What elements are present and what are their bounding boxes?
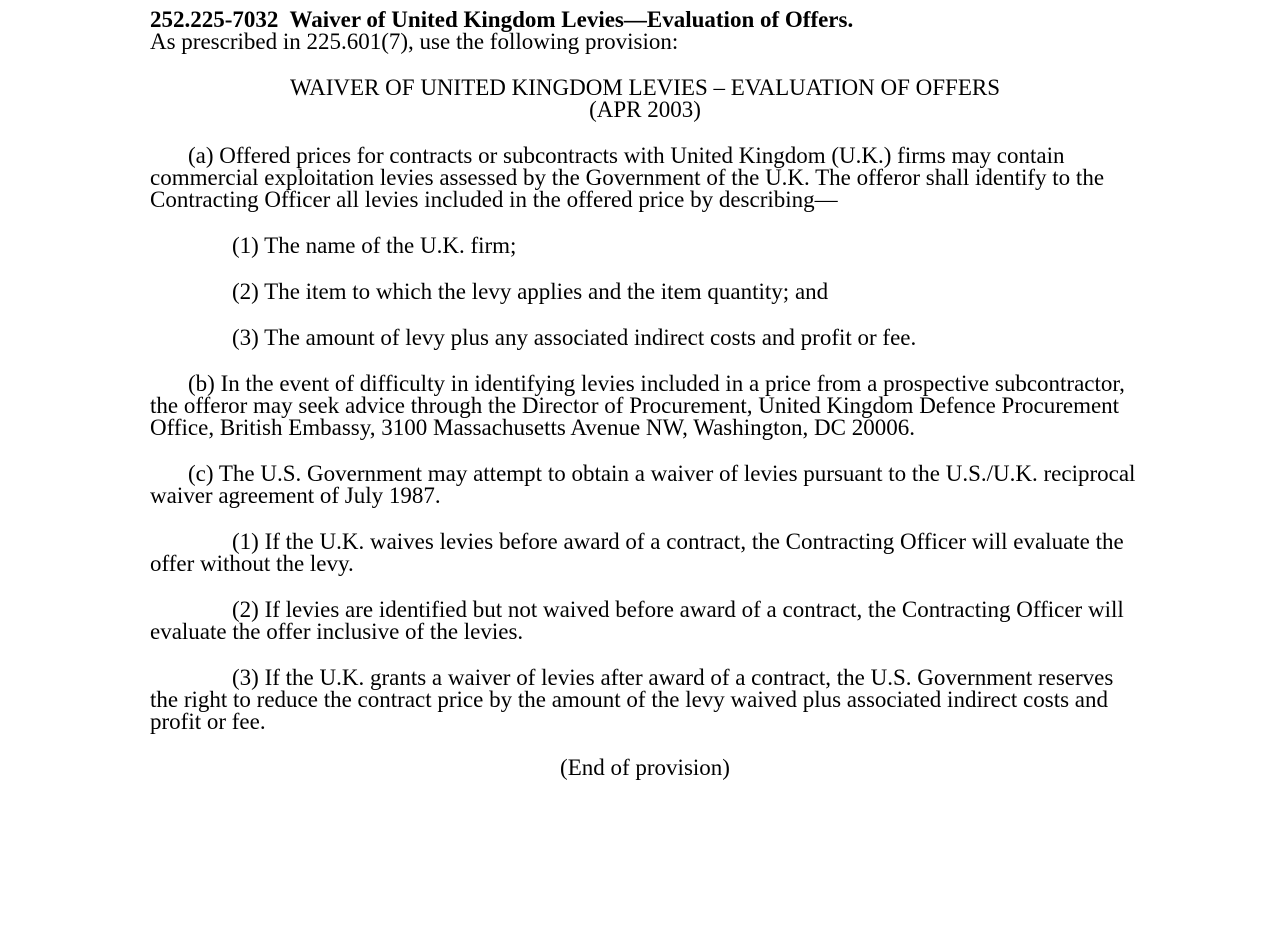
paragraph-a: (a) Offered prices for contracts or subcontracts with United Kingdom (U.K.) firms may contain commercial exploitation levies assessed by the Government of the U.K. The offeror shall identify to the Contracting Officer all levies included in the offered price by describing— <box>150 143 1105 212</box>
end-of-provision: (End of provision) <box>560 755 730 780</box>
paragraph-a-item-1: (1) The name of the U.K. firm; <box>232 233 517 258</box>
paragraph-a-item-3: (3) The amount of levy plus any associated indirect costs and profit or fee. <box>232 325 917 350</box>
paragraph-c-item-1: (1) If the U.K. waives levies before award of a contract, the Contracting Officer will evaluate the offer without the levy. <box>150 529 1124 576</box>
paragraph-c-item-2: (2) If levies are identified but not waived before award of a contract, the Contracting Officer will evaluate the offer inclusive of the levies. <box>150 597 1124 644</box>
prescription-text: As prescribed in 225.601(7), use the following provision: <box>150 29 679 54</box>
provision-date: (APR 2003) <box>589 97 701 122</box>
provision-title-block <box>150 77 1140 121</box>
paragraph-c-item-3: (3) If the U.K. grants a waiver of levies after award of a contract, the U.S. Government reserves the right to reduce the contract price by the amount of the levy waived plus associated indirect costs and profit or fee. <box>150 665 1114 734</box>
section-title: Waiver of United Kingdom Levies—Evaluation of Offers. <box>289 7 854 32</box>
paragraph-b: (b) In the event of difficulty in identifying levies included in a price from a prospective subcontractor, the offeror may seek advice through the Director of Procurement, United Kingdom Defence Procurement Office, British Embassy, 3100 Massachusetts Avenue NW, Washington, DC 20006. <box>150 371 1125 440</box>
section-heading <box>150 9 1140 31</box>
section-number: 252.225-7032 <box>150 7 279 32</box>
provision-title: WAIVER OF UNITED KINGDOM LEVIES – EVALUATION OF OFFERS <box>289 75 1000 100</box>
document-page <box>150 9 1140 779</box>
paragraph-a-item-2: (2) The item to which the levy applies and the item quantity; and <box>232 279 829 304</box>
paragraph-c: (c) The U.S. Government may attempt to obtain a waiver of levies pursuant to the U.S./U.K. reciprocal waiver agreement of July 1987. <box>150 461 1136 508</box>
